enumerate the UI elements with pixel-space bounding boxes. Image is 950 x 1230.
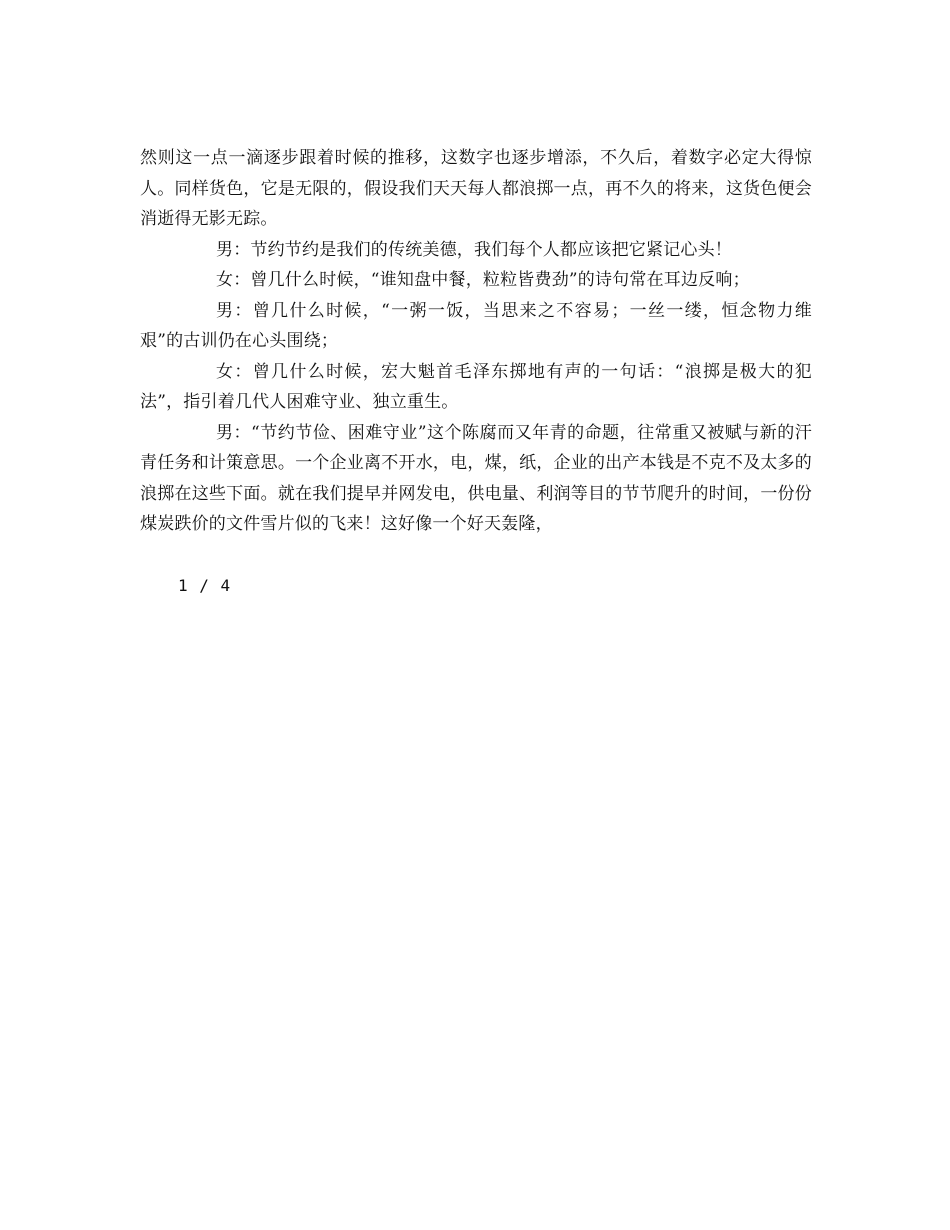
paragraph-continuation: 然则这一点一滴逐步跟着时候的推移，这数字也逐步增添，不久后，着数字必定大得惊人。同样货色，它是无限的，假设我们天天每人都浪掷一点，再不久的将来，这货色便会消逝得无影无踪。	[140, 148, 812, 229]
paragraph-female-2: 女：曾几什么时候，宏大魁首毛泽东掷地有声的一句话：“浪掷是极大的犯法”，指引着几代人困难守业、独立重生。	[140, 361, 812, 412]
paragraph-female-1: 女：曾几什么时候，“谁知盘中餐，粒粒皆费劲”的诗句常在耳边反响；	[216, 270, 750, 290]
paragraph-male-3: 男：“节约节俭、困难守业”这个陈腐而又年青的命题，往常重又被赋与新的汗青任务和计策意思。一个企业离不开水，电，煤，纸，企业的出产本钱是不克不及太多的浪掷在这些下面。就在我们提早并网发电，供电量、利润等目的节节爬升的时间，一份份煤炭跌价的文件雪片似的飞来！这好像一个好天轰隆，	[140, 422, 812, 534]
paragraph-male-2: 男：曾几什么时候，“一粥一饭，当思来之不容易；一丝一缕，恒念物力维艰”的古训仍在心头围绕；	[140, 300, 812, 351]
paragraph-male-1: 男：节约节约是我们的传统美德，我们每个人都应该把它紧记心头！	[216, 239, 732, 260]
page-number: 1 / 4	[178, 576, 232, 595]
document-body	[140, 143, 812, 540]
